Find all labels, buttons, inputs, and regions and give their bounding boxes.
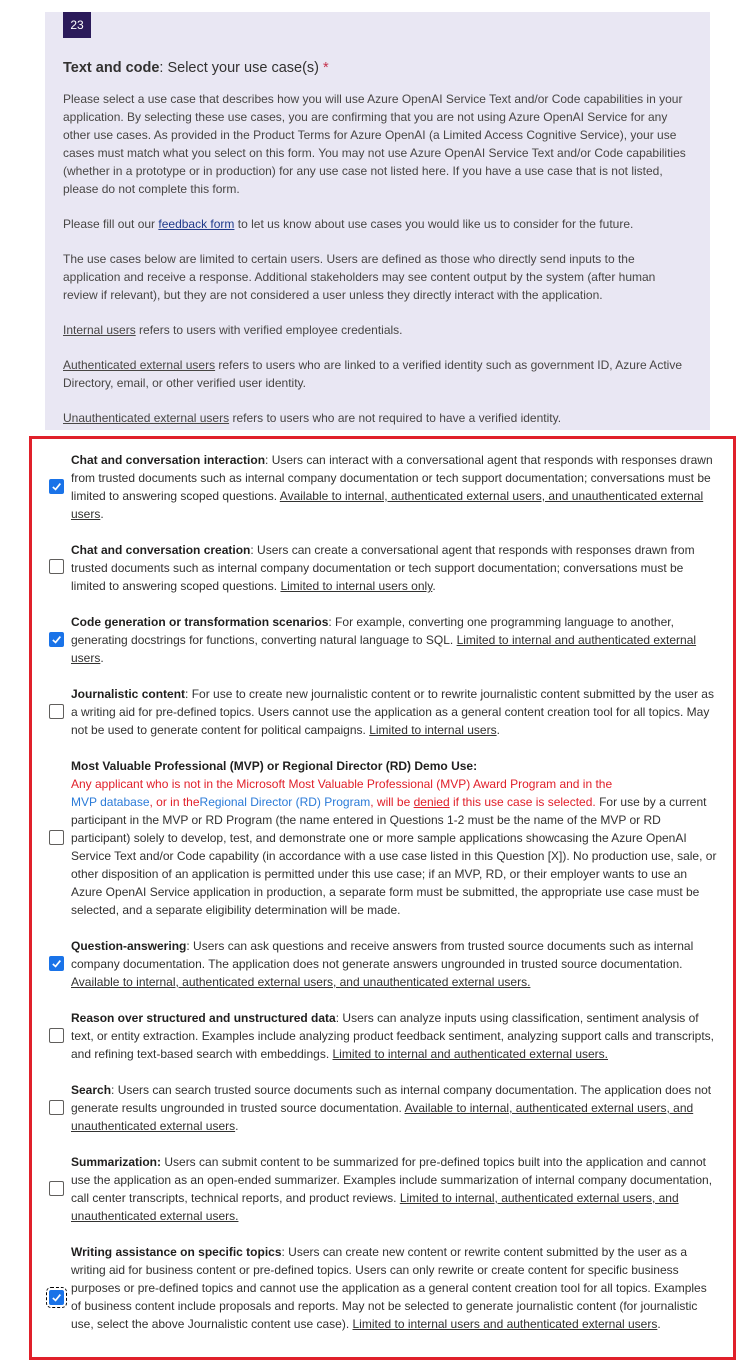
option-title-end: : (473, 759, 478, 773)
users-paragraph: The use cases below are limited to certain users. Users are defined as those who directly send inputs to the application and receive a response. Additional stakeholders may see content output by the system (after human review if relevant), but they are not considered a user unless they directly interact with the application. (63, 252, 656, 302)
option-availability: Limited to internal, authenticated external users, and unauthenticated external users. (71, 1191, 679, 1223)
option-title: Journalistic content (71, 687, 186, 701)
option-desc: : Users can ask questions and receive answers from trusted source documents such as internal company documentation. The application does not generate answers ungrounded in trusted source documentation. (71, 939, 694, 971)
feedback-pre: Please fill out our (63, 217, 159, 231)
checkbox-chat-creation[interactable] (49, 559, 64, 574)
definition-internal (63, 321, 693, 339)
option-desc: Users can submit content to be summarized for pre-defined topics built into the application and cannot use the application as an open-ended summarizer. Examples include summarization of internal company documentation, call center transcripts, technical reports, and product reviews. (71, 1155, 713, 1205)
option-title: Code generation or transformation scenarios (71, 615, 329, 629)
use-case-options-highlight (29, 436, 736, 1360)
feedback-post: to let us know about use cases you would like us to consider for the future. (234, 217, 634, 231)
mvp-warning-part: , will be (370, 795, 414, 809)
term-authenticated-users: Authenticated external users (63, 358, 216, 372)
option-search[interactable] (32, 1081, 733, 1135)
checkmark-icon (51, 634, 62, 645)
definition-authenticated (63, 356, 693, 392)
checkbox-summarization[interactable] (49, 1181, 64, 1196)
option-end: . (100, 651, 104, 665)
option-desc: For use by a current participant in the MVP or RD Program (the name entered in Questions 1-2 must be the name of the MVP or RD participant) solely to develop, test, and demonstrate one or more sample applications showcasing the Azure OpenAI Service Text and/or Code capability (in accordance with a use case listed in this Question [X]). No production use, sale, or other disposition of an application is permitted under this use case; if an MVP, RD, or their employer wants to use an Azure OpenAI Service application in production, a separate form must be submitted, the appropriate use case must be selected, and a separate eligibility determination will be made. (71, 795, 717, 917)
definition-authenticated-text: refers to users who are linked to a verified identity such as government ID, Azure Active Directory, email, or other verified user identity. (63, 358, 682, 390)
question-title (63, 60, 329, 76)
question-title-bold: Text and code (63, 60, 160, 76)
option-desc: : Users can create a conversational agent that responds with responses drawn from trusted documents such as internal company documentation or tech support documentation; conversations must be limited to answering scoped questions. (71, 543, 695, 593)
description-paragraph: Please select a use case that describes how you will use Azure OpenAI Service Text and/or Code capabilities in your application. By selecting these use cases, you are confirming that you are not using Azure OpenAI Service for any other use cases. As provided in the Product Terms for Azure OpenAI (a Limited Access Cognitive Service), your use cases must match what you select on this form. You may not use Azure OpenAI Service Text and/or Code capabilities (whether in a prototype or in production) for any use case not listed here. If you have a use case that is not listed, please do not complete this form. (63, 92, 686, 196)
checkmark-icon (51, 958, 62, 969)
option-availability: Available to internal, authenticated external users, and unauthenticated external users (71, 1101, 694, 1133)
checkmark-icon (51, 481, 62, 492)
question-description (63, 90, 693, 427)
question-number-badge: 23 (63, 12, 91, 38)
option-title: Search (71, 1083, 112, 1097)
option-desc: : Users can analyze inputs using classification, sentiment analysis of text, or entity extraction. Examples include analyzing product feedback sentiment, analyzing support calls and transcripts, and refining text-based search with embeddings. (71, 1011, 715, 1061)
option-availability: Limited to internal users only (280, 579, 433, 593)
option-availability: Limited to internal users (369, 723, 497, 737)
option-availability: Available to internal, authenticated external users, and unauthenticated external users. (71, 975, 531, 989)
checkbox-question-answering[interactable] (49, 956, 64, 971)
option-title: Most Valuable Professional (MVP) or Regional Director (RD) Demo Use (71, 759, 474, 773)
checkbox-writing-assistance[interactable] (49, 1290, 64, 1305)
mvp-warning-part: , or in the (149, 795, 200, 809)
option-title: Chat and conversation creation (71, 543, 251, 557)
option-end: . (235, 1119, 239, 1133)
checkbox-mvp-demo[interactable] (49, 830, 64, 845)
option-writing-assistance[interactable] (32, 1243, 733, 1333)
option-summarization[interactable] (32, 1153, 733, 1225)
term-unauthenticated-users: Unauthenticated external users (63, 411, 230, 425)
term-internal-users: Internal users (63, 323, 136, 337)
option-mvp-demo[interactable] (32, 757, 733, 919)
option-end: . (100, 507, 104, 521)
checkbox-chat-interaction[interactable] (49, 479, 64, 494)
option-journalistic[interactable] (32, 685, 733, 739)
definition-internal-text: refers to users with verified employee credentials. (135, 323, 403, 337)
checkbox-code-generation[interactable] (49, 632, 64, 647)
checkbox-search[interactable] (49, 1100, 64, 1115)
question-title-rest: : Select your use case(s) (159, 60, 324, 76)
option-question-answering[interactable] (32, 937, 733, 991)
option-desc: : Users can interact with a conversational agent that responds with responses drawn from trusted documents such as internal company documentation or tech support documentation; conversations must be limited to answering scoped questions. (71, 453, 713, 503)
option-desc: : Users can search trusted source documents such as internal company documentation. The application does not generate results ungrounded in trusted source documentation. (71, 1083, 712, 1115)
option-chat-interaction[interactable] (32, 451, 733, 523)
option-end: . (496, 723, 500, 737)
feedback-paragraph (63, 215, 693, 233)
option-reason-data[interactable] (32, 1009, 733, 1063)
mvp-warning-line1: Any applicant who is not in the Microsoft Most Valuable Professional (MVP) Award Program and in the (71, 777, 613, 791)
option-title: Chat and conversation interaction (71, 453, 266, 467)
option-chat-creation[interactable] (32, 541, 733, 595)
option-desc: : Users can create new content or rewrite content submitted by the user as a writing aid for business content or pre-defined topics. Users can only rewrite or create content for specific business purposes or pre-defined topics and cannot use the application as a general content creation tool for all topics. Examples of business content include proposals and reports. May not be selected to generate journalistic content (for journalistic use, select the above Journalistic content use case). (71, 1245, 707, 1331)
option-end: . (657, 1317, 661, 1331)
option-availability: Limited to internal and authenticated external users. (332, 1047, 609, 1061)
checkbox-reason-data[interactable] (49, 1028, 64, 1043)
checkbox-journalistic[interactable] (49, 704, 64, 719)
rd-program-link[interactable]: Regional Director (RD) Program (199, 795, 371, 809)
feedback-form-link[interactable]: feedback form (158, 217, 235, 231)
option-availability: Limited to internal users and authenticated external users (352, 1317, 658, 1331)
definition-unauthenticated-text: refers to users who are not required to have a verified identity. (229, 411, 562, 425)
checkmark-icon (51, 1292, 62, 1303)
mvp-warning-part: if this use case is selected. (449, 795, 596, 809)
option-title: Reason over structured and unstructured data (71, 1011, 336, 1025)
option-code-generation[interactable] (32, 613, 733, 667)
required-mark: * (323, 60, 329, 76)
mvp-database-link[interactable]: MVP database (71, 795, 150, 809)
denied-word: denied (413, 795, 450, 809)
option-title: Summarization: (71, 1155, 162, 1169)
option-desc: : For example, converting one programming language to another, generating docstrings for functions, converting natural language to SQL. (71, 615, 674, 647)
option-availability: Available to internal, authenticated external users, and unauthenticated external users (71, 489, 704, 521)
option-desc: : For use to create new journalistic content or to rewrite journalistic content submitted by the user as a writing aid for pre-defined topics. Users cannot use the application as a general content creation tool for all topics. May not be used to generate content for political campaigns. (71, 687, 714, 737)
option-title: Question-answering (71, 939, 187, 953)
option-title: Writing assistance on specific topics (71, 1245, 282, 1259)
option-end: . (432, 579, 436, 593)
question-card (45, 12, 710, 430)
option-availability: Limited to internal and authenticated external users (71, 633, 697, 665)
definition-unauthenticated (63, 409, 693, 427)
